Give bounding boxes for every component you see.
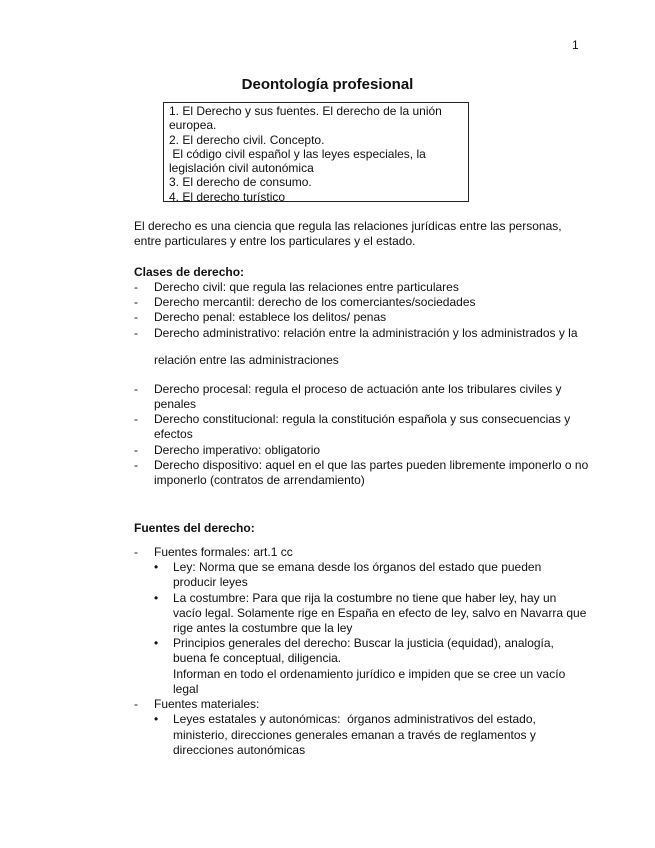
bullet-marker: • [154, 560, 159, 574]
toc-line: europea. [169, 118, 217, 133]
bullet-item-line: Informan en todo el ordenamiento jurídico e impiden que se cree un vacío [173, 667, 566, 681]
bullet-item: Leyes estatales y autonómicas: órganos administrativos del estado, [173, 712, 536, 726]
toc-line: 4. El derecho turístico [169, 189, 286, 204]
bullet-marker: • [154, 591, 159, 605]
bullet-item-line: legal [173, 682, 199, 696]
bullet-item-line: direcciones autonómicas [173, 743, 306, 757]
dash-marker: - [134, 295, 138, 309]
dash-marker: - [134, 412, 138, 426]
list-item-line: efectos [154, 427, 193, 441]
page-title: Deontología profesional [241, 76, 414, 93]
list-item-line: imponerlo (contratos de arrendamiento) [154, 473, 365, 487]
bullet-marker: • [154, 636, 159, 650]
toc-line: legislación civil autonómica [169, 161, 314, 176]
bullet-item-line: rige antes la costumbre que la ley [173, 621, 353, 635]
bullet-item-line: vacío legal. Solamente rige en España en efecto de ley, salvo en Navarra que [173, 606, 587, 620]
intro-line: entre particulares y entre los particulares y el estado. [134, 234, 416, 248]
dash-marker: - [134, 443, 138, 457]
fuentes-formales-label: Fuentes formales: art.1 cc [154, 545, 293, 559]
dash-marker: - [134, 326, 138, 340]
list-item: Derecho imperativo: obligatorio [154, 443, 321, 457]
bullet-item: Principios generales del derecho: Buscar la justicia (equidad), analogía, [173, 636, 554, 650]
bullet-item: Ley: Norma que se emana desde los órganos del estado que pueden [173, 560, 542, 574]
toc-line: 3. El derecho de consumo. [169, 175, 312, 190]
toc-line: 1. El Derecho y sus fuentes. El derecho de la unión [169, 104, 442, 118]
list-item-continuation: relación entre las administraciones [154, 353, 339, 367]
table-of-contents [163, 102, 469, 202]
list-item: Derecho penal: establece los delitos/ penas [154, 310, 387, 324]
bullet-item: La costumbre: Para que rija la costumbre no tiene que haber ley, hay un [173, 591, 557, 605]
dash-marker: - [134, 382, 138, 396]
fuentes-materiales-label: Fuentes materiales: [154, 697, 260, 711]
toc-line: 2. El derecho civil. Concepto. [169, 132, 325, 147]
intro-line: El derecho es una ciencia que regula las relaciones jurídicas entre las personas, [134, 219, 562, 233]
list-item: Derecho administrativo: relación entre la administración y los administrados y la [154, 326, 578, 340]
clases-heading: Clases de derecho: [134, 265, 245, 279]
list-item: Derecho procesal: regula el proceso de actuación ante los tribulares civiles y [154, 382, 562, 396]
dash-marker: - [134, 280, 138, 294]
dash-marker: - [134, 697, 138, 711]
dash-marker: - [134, 310, 138, 324]
bullet-item-line: producir leyes [173, 575, 248, 589]
bullet-item-line: buena fe conceptual, diligencia. [173, 651, 342, 665]
bullet-marker: • [154, 712, 159, 726]
list-item: Derecho dispositivo: aquel en el que las partes pueden libremente imponerlo o no [154, 458, 589, 472]
dash-marker: - [134, 458, 138, 472]
fuentes-heading: Fuentes del derecho: [134, 521, 255, 535]
list-item: Derecho constitucional: regula la constitución española y sus consecuencias y [154, 412, 571, 426]
list-item: Derecho mercantil: derecho de los comerciantes/sociedades [154, 295, 476, 309]
toc-line: El código civil español y las leyes especiales, la [169, 146, 426, 161]
bullet-item-line: ministerio, direcciones generales emanan a través de reglamentos y [173, 728, 536, 742]
list-item-line: penales [154, 397, 197, 411]
page-number: 1 [572, 38, 579, 52]
list-item: Derecho civil: que regula las relaciones entre particulares [154, 280, 459, 294]
dash-marker: - [134, 545, 138, 559]
